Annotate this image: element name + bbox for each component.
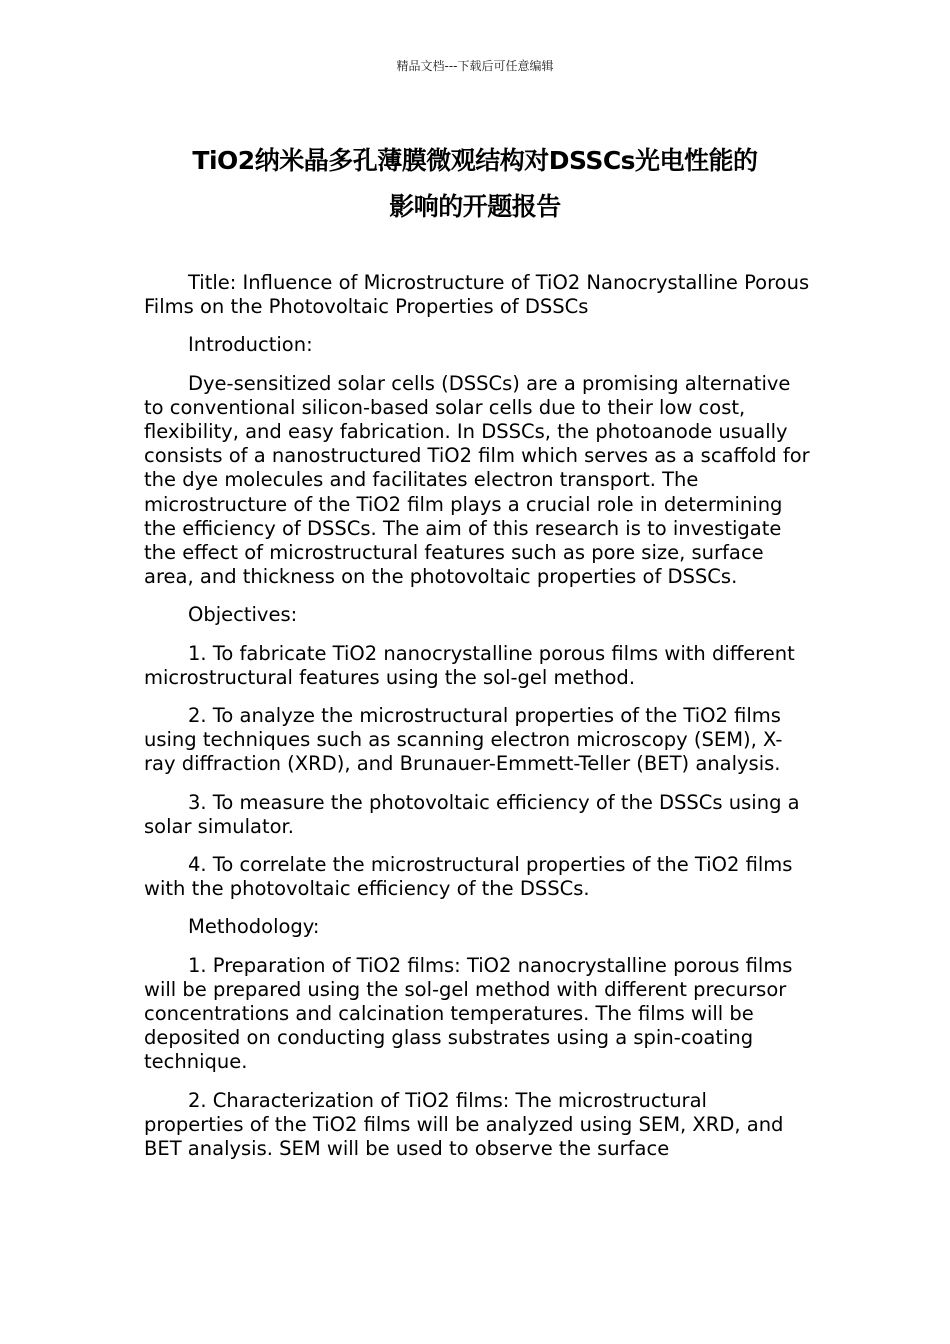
methodology-item: 2. Characterization of TiO2 films: The microstructural properties of the TiO2 films will be analyzed using SEM, XRD, and BET analysis. SEM will be used to observe the surface (144, 1088, 784, 1161)
paragraph-introduction: Dye-sensitized solar cells (DSSCs) are a promising alternative to conventional silicon-based solar cells due to their low cost, flexibility, and easy fabrication. In DSSCs, the photoanode usually consists of a nanostructured TiO2 film which serves as a scaffold for the dye molecules and facilitates electron transport. The microstructure of the TiO2 film plays a crucial role in determining the efficiency of DSSCs. The aim of this research is to investigate the effect of microstructural features such as pore size, surface area, and thickness on the photovoltaic properties of DSSCs. (144, 371, 810, 589)
title-line-2: 影响的开题报告 (389, 192, 561, 221)
title-line-1: TiO2纳米晶多孔薄膜微观结构对DSSCs光电性能的 (192, 146, 758, 175)
heading-objectives: Objectives: (188, 603, 298, 627)
objective-item: 2. To analyze the microstructural properties of the TiO2 films using techniques such as scanning electron microscopy (SEM), X-ray diffraction (XRD), and Brunauer-Emmett-Teller (BET) analysis. (144, 704, 783, 776)
objective-item: 4. To correlate the microstructural properties of the TiO2 films with the photovoltaic efficiency of the DSSCs. (144, 853, 793, 901)
objective-item: 3. To measure the photovoltaic efficiency of the DSSCs using a solar simulator. (144, 790, 800, 838)
document-body (144, 271, 812, 1175)
paragraph-title: Title: Influence of Microstructure of TiO2 Nanocrystalline Porous Films on the Photovoltaic Properties of DSSCs (144, 271, 810, 319)
heading-methodology: Methodology: (188, 915, 320, 939)
methodology-item: 1. Preparation of TiO2 films: TiO2 nanocrystalline porous films will be prepared using the sol-gel method with different precursor concentrations and calcination temperatures. The films will be deposited on conducting glass substrates using a spin-coating technique. (144, 953, 793, 1074)
document-title (130, 138, 820, 230)
objective-item: 1. To fabricate TiO2 nanocrystalline porous films with different microstructural features using the sol-gel method. (144, 641, 795, 689)
header-note: 精品文档---下载后可任意编辑 (396, 59, 554, 73)
heading-introduction: Introduction: (188, 333, 313, 357)
